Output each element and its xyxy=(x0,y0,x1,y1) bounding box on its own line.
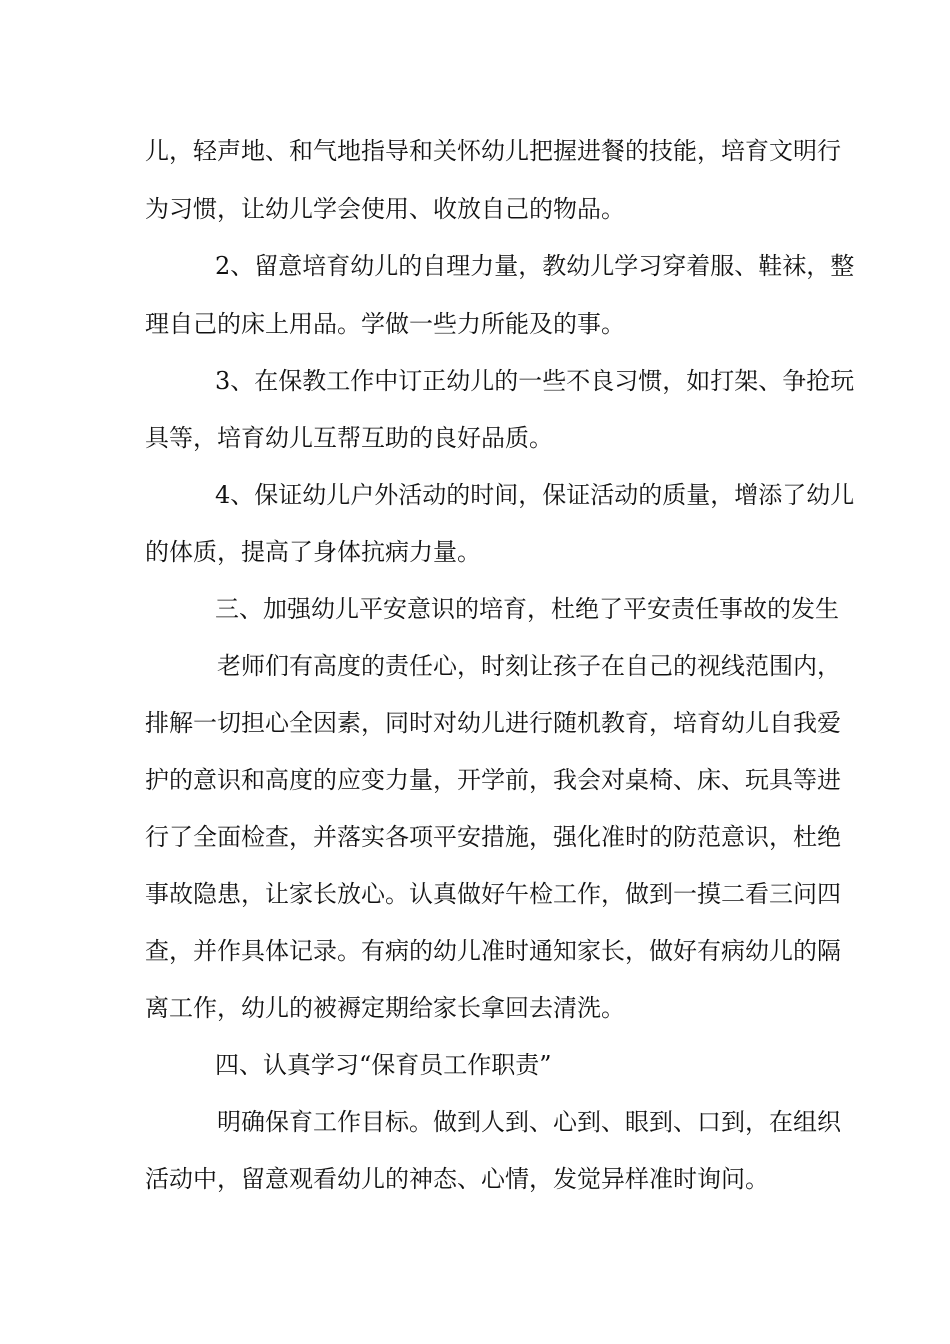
text-line: 老师们有高度的责任心，时刻让孩子在自己的视线范围内， xyxy=(217,652,841,680)
text-line: 的体质，提高了身体抗病力量。 xyxy=(145,538,481,566)
text-line: 儿，轻声地、和气地指导和关怀幼儿把握进餐的技能，培育文明行 xyxy=(145,137,841,165)
text-line: 2、留意培育幼儿的自理力量，教幼儿学习穿着服、鞋袜，整 xyxy=(215,252,855,280)
text-line: 护的意识和高度的应变力量，开学前，我会对桌椅、床、玩具等进 xyxy=(145,766,841,794)
text-line: 排解一切担心全因素，同时对幼儿进行随机教育，培育幼儿自我爱 xyxy=(145,709,841,737)
text-line: 3、在保教工作中订正幼儿的一些不良习惯，如打架、争抢玩 xyxy=(215,367,855,395)
text-line: 明确保育工作目标。做到人到、心到、眼到、口到，在组织 xyxy=(217,1108,841,1136)
text-line: 为习惯，让幼儿学会使用、收放自己的物品。 xyxy=(145,195,625,223)
text-line: 理自己的床上用品。学做一些力所能及的事。 xyxy=(145,310,625,338)
section-heading: 三、加强幼儿平安意识的培育，杜绝了平安责任事故的发生 xyxy=(215,595,839,623)
text-line: 4、保证幼儿户外活动的时间，保证活动的质量，增添了幼儿 xyxy=(215,481,855,509)
text-line: 活动中，留意观看幼儿的神态、心情，发觉异样准时询问。 xyxy=(145,1165,769,1193)
text-line: 事故隐患，让家长放心。认真做好午检工作，做到一摸二看三问四 xyxy=(145,880,841,908)
text-line: 查，并作具体记录。有病的幼儿准时通知家长，做好有病幼儿的隔 xyxy=(145,937,841,965)
section-heading: 四、认真学习“保育员工作职责” xyxy=(215,1051,552,1079)
text-line: 离工作，幼儿的被褥定期给家长拿回去清洗。 xyxy=(145,994,625,1022)
text-line: 行了全面检查，并落实各项平安措施，强化准时的防范意识，杜绝 xyxy=(145,823,841,851)
text-line: 具等，培育幼儿互帮互助的良好品质。 xyxy=(145,424,553,452)
